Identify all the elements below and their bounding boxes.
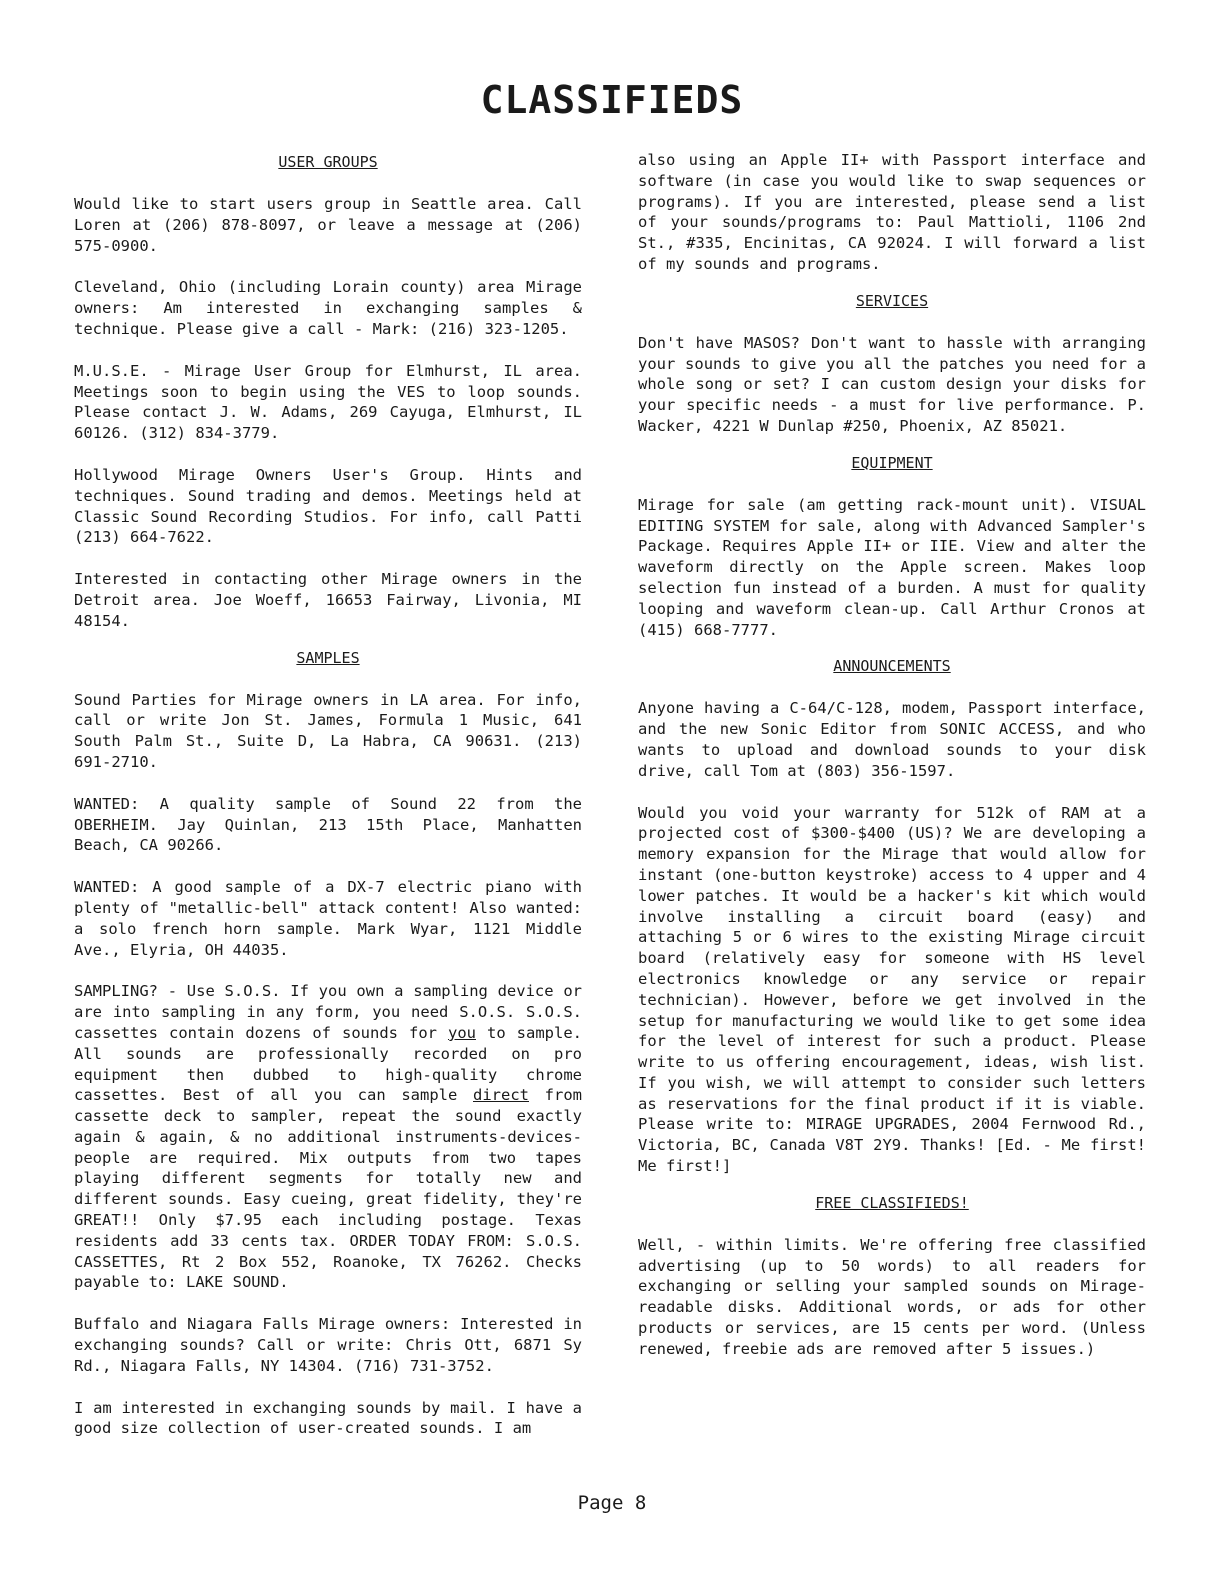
sos-emphasis-direct: direct xyxy=(473,1086,529,1105)
ad-exchange-by-mail-continued: also using an Apple II+ with Passport interface and software (in case you would like to swap sequences or programs). If you are interested, please send a list of your sounds/programs to: Paul Mattioli, 1106 2nd St., #335, Encinitas, CA 92024. I will forward a list of my sounds and programs. xyxy=(638,151,1146,273)
ad-sound-parties: Sound Parties for Mirage owners in LA area. For info, call or write Jon St. James, Formula 1 Music, 641 South Palm St., Suite D, La Habra, CA 90631. (213) 691-2710. xyxy=(74,690,582,771)
section-heading-samples: SAMPLES xyxy=(296,648,360,667)
page-title: CLASSIFIEDS xyxy=(480,78,744,122)
ad-hollywood-users-group: Hollywood Mirage Owners User's Group. Hints and techniques. Sound trading and demos. Meetings held at Classic Sound Recording Studios. For info, call Patti (213) 664-7622. xyxy=(74,465,582,547)
ad-wanted-oberheim: WANTED: A quality sample of Sound 22 from the OBERHEIM. Jay Quinlan, 213 15th Place, Manhatten Beach, CA 90266. xyxy=(74,794,582,855)
ad-cleveland-owners: Cleveland, Ohio (including Lorain county) area Mirage owners: Am interested in exchanging samples & technique. Please give a call - Mark: (216) 323-1205. xyxy=(74,278,582,338)
ad-sonic-editor: Anyone having a C-64/C-128, modem, Passport interface, and the new Sonic Editor from SONIC ACCESS, and who wants to upload and download sounds to your disk drive, call Tom at (803) 356-1597. xyxy=(638,699,1146,780)
ad-sos-cassettes xyxy=(74,981,582,1293)
ad-detroit-owners: Interested in contacting other Mirage owners in the Detroit area. Joe Woeff, 16653 Fairway, Livonia, MI 48154. xyxy=(74,570,582,630)
ad-buffalo-niagara: Buffalo and Niagara Falls Mirage owners: Interested in exchanging sounds? Call or write: Chris Ott, 6871 Sy Rd., Niagara Falls, NY 14304. (716) 731-3752. xyxy=(74,1315,582,1375)
section-heading-announcements: ANNOUNCEMENTS xyxy=(833,657,951,676)
ad-muse-elmhurst: M.U.S.E. - Mirage User Group for Elmhurst, IL area. Meetings soon to begin using the VES to loop sounds. Please contact J. W. Adams, 269 Cayuga, Elmhurst, IL 60126. (312) 834-3779. xyxy=(74,361,582,443)
ad-free-classifieds: Well, - within limits. We're offering free classified advertising (up to 50 words) to all readers for exchanging or selling your sampled sounds on Mirage-readable disks. Additional words, or ads for other products or services, are 15 cents per word. (Unless renewed, freebie ads are removed after 5 issues.) xyxy=(638,1235,1146,1358)
left-column xyxy=(74,150,582,1460)
ad-exchange-by-mail-start: I am interested in exchanging sounds by mail. I have a good size collection of user-created sounds. I am xyxy=(74,1398,582,1438)
section-heading-equipment: EQUIPMENT xyxy=(851,453,933,472)
page-number: Page 8 xyxy=(577,1492,647,1514)
sos-text-1: SAMPLING? - Use S.O.S. If you own a sampling device or are into sampling in any form, you need S.O.S. S.O.S. cassettes contain dozens of sounds for xyxy=(74,982,582,1042)
ad-masos-services: Don't have MASOS? Don't want to hassle with arranging your sounds to give you all the patches you need for a whole song or set? I can custom design your disks for your specific needs - a must for live performance. P. Wacker, 4221 W Dunlap #250, Phoenix, AZ 85021. xyxy=(638,333,1146,435)
section-heading-user-groups: USER GROUPS xyxy=(278,153,378,171)
sos-text-3: from cassette deck to sampler, repeat the sound exactly again & again, & no additional instruments-devices-people are required. Mix outputs from two tapes playing different segments for totally new and different sounds. Easy cueing, great fidelity, they're GREAT!! Only $7.95 each including postage. Texas residents add 33 cents tax. ORDER TODAY FROM: S.O.S. CASSETTES, Rt 2 Box 552, Roanoke, TX 76262. Checks payable to: LAKE SOUND. xyxy=(74,1086,582,1292)
ad-seattle-users-group: Would like to start users group in Seattle area. Call Loren at (206) 878-8097, or leave a message at (206) 575-0900. xyxy=(74,195,582,255)
ad-wanted-dx7: WANTED: A good sample of a DX-7 electric piano with plenty of "metallic-bell" attack content! Also wanted: a solo french horn sample. Mark Wyar, 1121 Middle Ave., Elyria, OH 44035. xyxy=(74,878,582,959)
ad-mirage-for-sale: Mirage for sale (am getting rack-mount unit). VISUAL EDITING SYSTEM for sale, along with Advanced Sampler's Package. Requires Apple II+ or IIE. View and alter the waveform directly on the Apple screen. Makes loop selection fun instead of a burden. A must for quality looping and waveform clean-up. Call Arthur Cronos at (415) 668-7777. xyxy=(638,495,1146,639)
ad-mirage-upgrades: Would you void your warranty for 512k of RAM at a projected cost of $300-$400 (US)? We are developing a memory expansion for the Mirage that would allow for instant (one-button keystroke) access to 4 upper and 4 lower patches. It would be a hacker's kit which would involve installing a circuit board (easy) and attaching 5 or 6 wires to the existing Mirage circuit board (relatively easy for someone with HS level electronics knowledge or any service or repair technician). However, before we get involved in the setup for manufacturing we would like to get some idea for the level of interest for such a product. Please write to us offering encouragement, ideas, wish list. If you wish, we will attempt to consider such letters as reservations for the final product if it is viable. Please write to: MIRAGE UPGRADES, 2004 Fernwood Rd., Victoria, BC, Canada V8T 2Y9. Thanks! [Ed. - Me first! Me first!] xyxy=(638,803,1146,1176)
right-column xyxy=(638,150,1146,1381)
section-heading-services: SERVICES xyxy=(855,291,929,310)
sos-text-2: to sample. All sounds are professionally recorded on pro equipment then dubbed to high-quality chrome cassettes. Best of all you can sample xyxy=(74,1023,582,1105)
sos-emphasis-you: you xyxy=(447,1023,476,1042)
section-heading-free-classifieds: FREE CLASSIFIEDS! xyxy=(815,1193,969,1212)
